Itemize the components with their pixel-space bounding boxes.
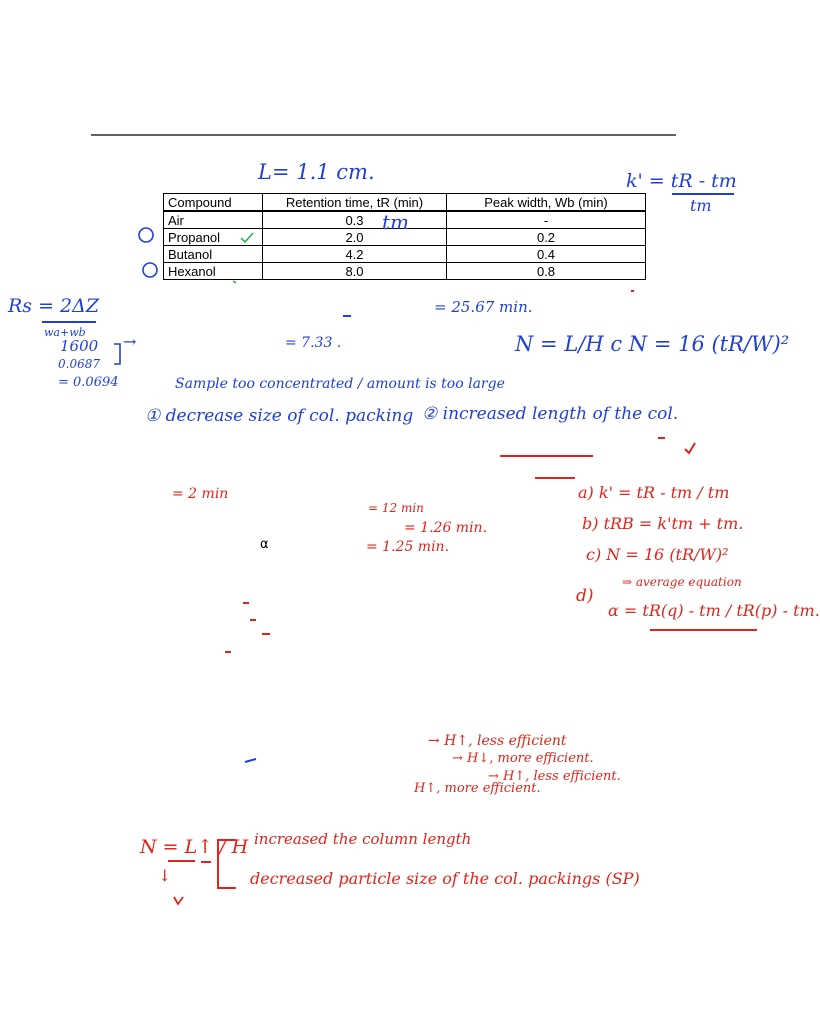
cell-width: 0.8	[447, 263, 646, 280]
answer-d-label: d)	[576, 586, 594, 606]
value-2min: = 2 min	[172, 486, 229, 502]
cell-compound: Air	[164, 211, 263, 229]
col-peak-width: Peak width, Wb (min)	[447, 194, 646, 212]
cell-width: 0.4	[447, 246, 646, 263]
rs-formula: Rs = 2ΔZ	[8, 295, 100, 317]
time-2567: = 25.67 min.	[434, 298, 533, 316]
sample-note: Sample too concentrated / amount is too large	[175, 376, 505, 392]
red-check	[685, 443, 695, 453]
alpha-symbol: α	[260, 537, 269, 552]
blue-dash-low	[245, 759, 256, 762]
retention-table	[163, 193, 646, 280]
height-note-3: → H↑, less efficient.	[488, 769, 621, 784]
value-126: = 1.26 min.	[404, 520, 488, 536]
value-12min: = 12 min	[368, 501, 424, 515]
value-733: = 7.33 .	[285, 335, 342, 351]
k-prime-formula: k' = tR - tm	[626, 170, 737, 192]
answer-c: c) N = 16 (tR/W)²	[586, 545, 729, 564]
height-note-4: H↑, more efficient.	[414, 781, 541, 796]
answer-a: a) k' = tR - tm / tm	[578, 483, 730, 502]
calc-0068: 0.0687	[58, 357, 100, 371]
down-arrow-small	[174, 897, 183, 904]
fix-1: ① decrease size of col. packing	[145, 406, 414, 426]
calc-0069: = 0.0694	[58, 375, 119, 390]
cell-compound: Hexanol	[164, 263, 263, 280]
calc-1600: 1600	[60, 337, 99, 355]
height-note-1: → H↑, less efficient	[428, 733, 567, 749]
checkmark-hexanol	[233, 281, 236, 283]
answer-d-note: ⇒ average equation	[622, 575, 742, 589]
cell-retention: 2.0	[263, 229, 447, 246]
table-header-row	[164, 194, 646, 212]
n-relation: N = L↑ / H	[140, 836, 249, 858]
plate-number-formula: N = L/H c N = 16 (tR/W)²	[515, 332, 790, 356]
fix-2: ② increased length of the col.	[422, 404, 679, 424]
propanol-circle-mark	[139, 228, 153, 242]
decrease-particle-note: decreased particle size of the col. packings (SP)	[250, 869, 640, 888]
length-note: L= 1.1 cm.	[258, 160, 375, 184]
col-compound: Compound	[164, 194, 263, 212]
calc-bracket	[114, 344, 120, 364]
table-row	[164, 263, 646, 280]
increase-length-note: increased the column length	[254, 830, 472, 848]
rs-denominator: wa+wb	[44, 326, 86, 339]
answer-b: b) tRB = k'tm + tm.	[582, 514, 744, 533]
n-down-arrow: ↓	[158, 866, 172, 885]
col-retention: Retention time, tR (min)	[263, 194, 447, 212]
calc-arrow: →	[123, 332, 137, 351]
tm-note: tm	[382, 210, 410, 234]
answer-d-formula: α = tR(q) - tm / tR(p) - tm.	[608, 601, 820, 620]
height-note-2: → H↓, more efficient.	[452, 751, 594, 766]
cell-width: 0.2	[447, 229, 646, 246]
value-125: = 1.25 min.	[366, 539, 450, 555]
k-prime-denominator: tm	[690, 196, 712, 215]
cell-retention: 0.3	[263, 211, 447, 229]
cell-compound: Butanol	[164, 246, 263, 263]
cell-retention: 8.0	[263, 263, 447, 280]
hexanol-circle-mark	[143, 263, 157, 277]
table-row	[164, 246, 646, 263]
cell-width: -	[447, 211, 646, 229]
cell-retention: 4.2	[263, 246, 447, 263]
cell-compound: Propanol	[164, 229, 263, 246]
